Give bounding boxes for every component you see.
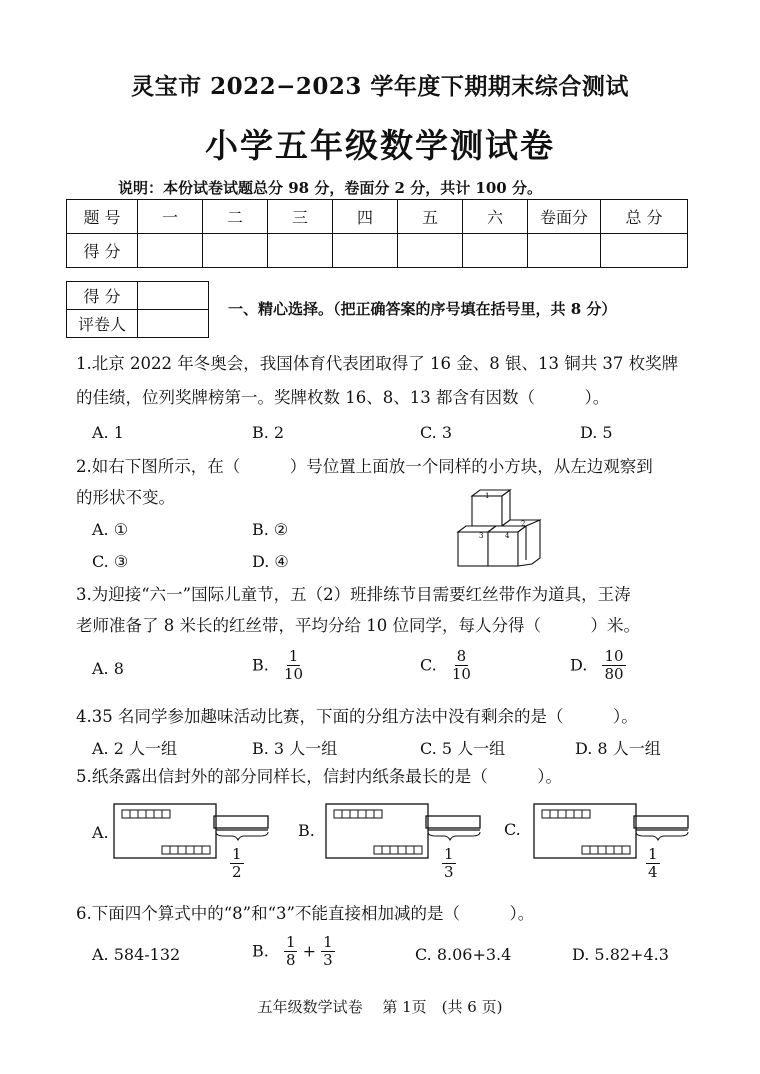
q5-envelope-c [532, 802, 692, 862]
q1-option-d: D. 5 [580, 423, 613, 442]
q6-option-a: A. 584-132 [92, 945, 181, 964]
q3-option-b [252, 648, 303, 684]
q4-option-c: C. 5 人一组 [420, 739, 506, 758]
score-blank [203, 234, 268, 268]
fraction-numerator: 1 [444, 845, 454, 863]
q5-option-b-letter: B. [298, 821, 315, 840]
score-cell: 一 [138, 200, 203, 234]
fraction-denominator: 3 [444, 863, 454, 882]
q6-option-b-fraction-2 [321, 934, 335, 970]
score-cell: 二 [203, 200, 268, 234]
fraction-denominator: 10 [451, 665, 471, 684]
q6-option-b-letter: B. [252, 941, 269, 961]
q4-line1: 4.35 名同学参加趣味活动比赛，下面的分组方法中没有剩余的是（ ）。 [76, 707, 638, 726]
grader-label: 评卷人 [67, 310, 138, 338]
q4-option-d: D. 8 人一组 [575, 739, 661, 758]
q5-option-a-letter: A. [92, 823, 109, 842]
q4-option-b: B. 3 人一组 [252, 739, 338, 758]
fraction-denominator: 80 [604, 665, 624, 684]
plus-sign: + [302, 941, 316, 961]
q6-option-c: C. 8.06+3.4 [415, 945, 512, 964]
fraction-numerator: 1 [288, 647, 299, 665]
q3-option-b-fraction [284, 648, 303, 684]
score-table-score-row [67, 234, 688, 268]
q5-envelope-b [324, 802, 484, 862]
q2-option-a: A. ① [92, 520, 129, 539]
cube-label-2: 2 [521, 520, 526, 528]
q3-option-c-letter: C. [420, 655, 437, 675]
q1-option-b: B. 2 [252, 423, 285, 442]
q2-option-b: B. ② [252, 520, 289, 539]
score-blank [268, 234, 333, 268]
score-row-label: 得 分 [67, 234, 138, 268]
score-cell: 题 号 [67, 200, 138, 234]
score-cell: 六 [463, 200, 528, 234]
score-blank [333, 234, 398, 268]
q3-option-d-fraction [602, 648, 625, 684]
q1-line2: 的佳绩，位列奖牌榜第一。奖牌枚数 16、8、13 都含有因数（ ）。 [76, 388, 610, 407]
fraction-numerator: 8 [456, 647, 467, 665]
q3-option-c [420, 648, 471, 684]
exam-subtitle: 小学五年级数学测试卷 [205, 126, 555, 165]
cube-stack-figure [455, 488, 565, 574]
fraction-denominator: 8 [285, 951, 296, 970]
grader-blank [138, 310, 209, 338]
section1-heading: 一、精心选择。（把正确答案的序号填在括号里，共 8 分） [228, 300, 617, 318]
fraction-numerator: 1 [285, 933, 296, 951]
q1-line1: 1.北京 2022 年冬奥会，我国体育代表团取得了 16 金、8 银、13 铜共 37 枚奖牌 [76, 354, 679, 373]
score-table [66, 199, 688, 268]
q6-line1: 6.下面四个算式中的“8”和“3”不能直接相加减的是（ ）。 [76, 904, 535, 923]
score-blank [528, 234, 601, 268]
fraction-denominator: 4 [648, 863, 658, 882]
q4-option-a: A. 2 人一组 [92, 739, 177, 758]
fraction-numerator: 1 [323, 933, 333, 951]
grader-score-blank [138, 282, 209, 310]
q1-option-c: C. 3 [420, 423, 453, 442]
q5-option-a-fraction [230, 846, 244, 882]
score-blank [398, 234, 463, 268]
q6-option-b-fraction-1 [284, 934, 298, 970]
q5-line1: 5.纸条露出信封外的部分同样长，信封内纸条最长的是（ ）。 [76, 767, 562, 786]
score-cell: 三 [268, 200, 333, 234]
q3-option-d-letter: D. [570, 655, 588, 675]
fraction-numerator: 10 [604, 647, 624, 665]
q3-option-c-fraction [452, 648, 471, 684]
cube-label-1: 1 [485, 492, 490, 500]
score-cell: 卷面分 [528, 200, 601, 234]
q1-option-a: A. 1 [92, 423, 124, 442]
fraction-denominator: 10 [283, 665, 304, 684]
q5-envelope-a [112, 802, 272, 862]
q3-line2: 老师准备了 8 米长的红丝带，平均分给 10 位同学，每人分得（ ）米。 [76, 616, 640, 635]
fraction-numerator: 1 [232, 845, 242, 863]
score-cell: 总 分 [601, 200, 688, 234]
q3-option-d [570, 648, 626, 684]
score-blank [138, 234, 203, 268]
grader-score-label: 得 分 [67, 282, 138, 310]
score-cell: 五 [398, 200, 463, 234]
fraction-denominator: 3 [323, 951, 333, 970]
score-blank [601, 234, 688, 268]
q5-option-c-fraction [646, 846, 660, 882]
score-note: 说明：本份试卷试题总分 98 分，卷面分 2 分，共计 100 分。 [118, 179, 542, 197]
q3-line1: 3.为迎接“六一”国际儿童节，五（2）班排练节目需要红丝带作为道具，王涛 [76, 585, 631, 604]
score-blank [463, 234, 528, 268]
q2-line2: 的形状不变。 [76, 488, 175, 507]
grader-box [66, 281, 209, 338]
fraction-denominator: 2 [232, 863, 242, 882]
q3-option-b-letter: B. [252, 655, 269, 675]
fraction-numerator: 1 [648, 845, 658, 863]
exam-title: 灵宝市 2022−2023 学年度下期期末综合测试 [131, 73, 629, 100]
score-cell: 四 [333, 200, 398, 234]
q5-option-b-fraction [442, 846, 456, 882]
q2-option-c: C. ③ [92, 552, 129, 571]
q2-option-d: D. ④ [252, 552, 289, 571]
q3-option-a: A. 8 [92, 659, 124, 678]
page-footer: 五年级数学试卷 第 1页 (共 6 页) [257, 998, 503, 1016]
cube-label-4: 4 [505, 532, 510, 540]
q6-option-b [252, 934, 335, 970]
cube-label-3: 3 [479, 532, 484, 540]
score-table-header-row [67, 200, 688, 234]
q2-line1: 2.如右下图所示，在（ ）号位置上面放一个同样的小方块，从左边观察到 [76, 457, 653, 476]
q6-option-d: D. 5.82+4.3 [572, 945, 669, 964]
q5-option-c-letter: C. [504, 820, 521, 839]
